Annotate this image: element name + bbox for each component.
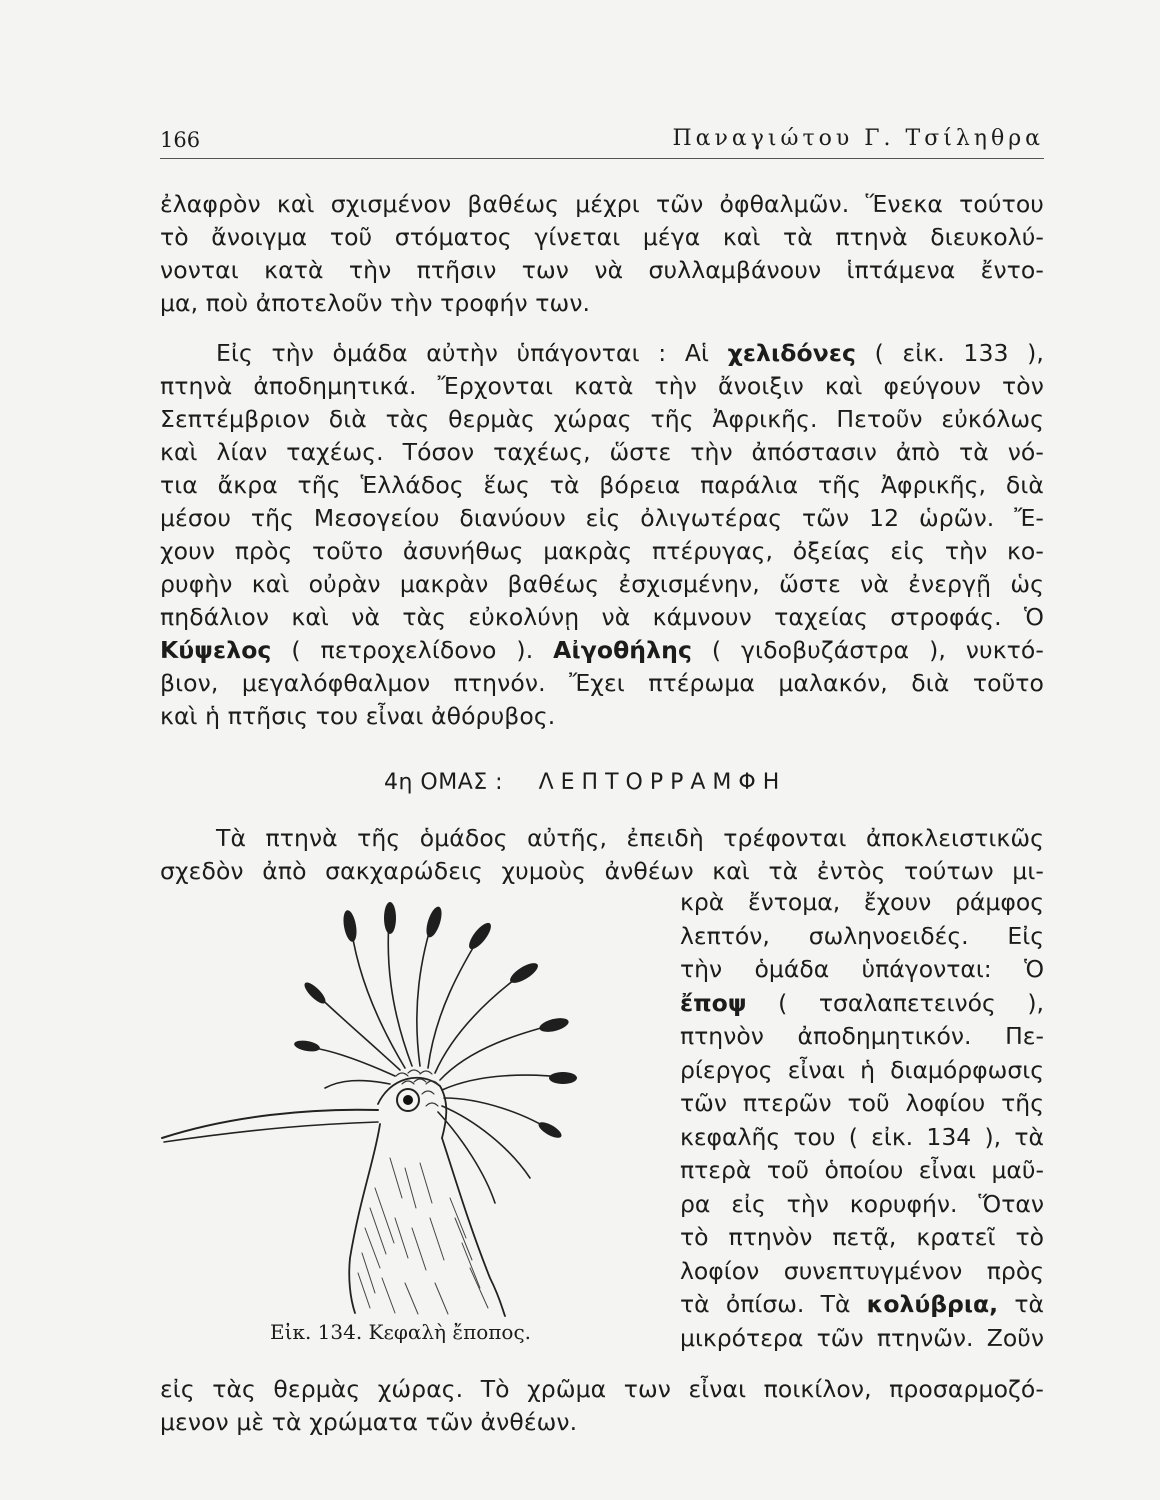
text-line	[680, 987, 1044, 1021]
text-line: πηδάλιον καὶ νὰ τὰς εὐκολύνῃ νὰ κάμνουν ταχείας στροφάς. Ὁ	[160, 603, 1044, 631]
header-rule	[160, 158, 1044, 159]
page-number: 166	[160, 128, 201, 152]
text-run: ( πετροχελίδονο ).	[291, 636, 534, 664]
text-line: πτηνὰ ἀποδημητικά. Ἔρχονται κατὰ τὴν ἄνοιξιν καὶ φεύγουν τὸν	[160, 372, 1044, 400]
figure-caption: Εἰκ. 134. Κεφαλὴ ἔποπος.	[270, 1320, 532, 1344]
text-line: τῶν πτερῶν τοῦ λοφίου τῆς	[680, 1089, 1044, 1117]
text-run: ( γιδοβυζάστρα ), νυκτό-	[711, 636, 1044, 664]
text-line: μα, ποὺ ἀποτελοῦν τὴν τροφήν των.	[160, 289, 591, 317]
text-line: καὶ ἡ πτῆσις του εἶναι ἀθόρυβος.	[160, 702, 556, 730]
text-line: ρυφὴν καὶ οὐρὰν μακρὰν βαθέως ἐσχισμένην, ὥστε νὰ ἐνεργῇ ὡς	[160, 570, 1044, 598]
text-line	[160, 337, 1044, 370]
text-line: πτερὰ τοῦ ὁποίου εἶναι μαῦ-	[680, 1156, 1044, 1184]
text-line: βιον, μεγαλόφθαλμον πτηνόν. Ἔχει πτέρωμα μαλακόν, διὰ τοῦτο	[160, 669, 1044, 697]
text-run: τὰ ὀπίσω. Τὰ	[680, 1290, 851, 1318]
text-line: καὶ λίαν ταχέως. Τόσον ταχέως, ὥστε τὴν ἀπόστασιν ἀπὸ τὰ νό-	[160, 438, 1044, 466]
term-swallows: χελιδόνες	[727, 339, 857, 367]
text-line: πτηνὸν ἀποδημητικόν. Πε-	[680, 1022, 1044, 1050]
text-line: ρίεργος εἶναι ἡ διαμόρφωσις	[680, 1055, 1044, 1084]
text-run: ( τσαλαπετεινός ),	[778, 988, 1044, 1017]
text-line	[160, 634, 1044, 667]
section-heading	[384, 770, 786, 795]
paragraph-3-intro	[160, 822, 1044, 888]
paragraph-3-end	[160, 1373, 1044, 1439]
section-title: ΛΕΠΤΟΡΡΑΜΦΗ	[538, 770, 787, 795]
paragraph-2	[160, 337, 1044, 733]
text-line: μενον μὲ τὰ χρώματα τῶν ἀνθέων.	[160, 1408, 578, 1436]
paragraph-3-column	[680, 886, 1044, 1355]
text-line: τὸ πτηνὸν πετᾷ, κρατεῖ τὸ	[680, 1223, 1044, 1251]
text-line: τὸ ἄνοιγμα τοῦ στόματος γίνεται μέγα καὶ τὰ πτηνὰ διευκολύ-	[160, 223, 1044, 251]
text-line: Τὰ πτηνὰ τῆς ὁμάδος αὐτῆς, ἐπειδὴ τρέφονται ἀποκλειστικῶς	[216, 824, 1044, 852]
text-line: νονται κατὰ τὴν πτῆσιν των νὰ συλλαμβάνουν ἱπτάμενα ἔντο-	[160, 256, 1044, 284]
text-line: χουν πρὸς τοῦτο ἀσυνήθως μακρὰς πτέρυγας, ὀξείας εἰς τὴν κο-	[160, 537, 1044, 565]
text-line: λοφίον συνεπτυγμένον πρὸς	[680, 1256, 1044, 1285]
text-line: ρα εἰς τὴν κορυφήν. Ὅταν	[680, 1189, 1044, 1218]
running-title: Παναγιώτου Γ. Τσίληθρα	[672, 126, 1044, 151]
section-label: 4η ΟΜΑΣ :	[384, 770, 504, 795]
figure-134	[150, 898, 650, 1318]
text-line: σχεδὸν ἀπὸ σακχαρώδεις χυμοὺς ἀνθέων καὶ τὰ ἐντὸς τούτων μι-	[160, 857, 1044, 885]
text-line: εἰς τὰς θερμὰς χώρας. Τὸ χρῶμα των εἶναι ποικίλον, προσαρμοζό-	[160, 1375, 1044, 1403]
term-hummingbirds: κολύβρια,	[866, 1290, 999, 1318]
text-line	[680, 1288, 1044, 1322]
text-line: μικρότερα τῶν πτηνῶν. Ζοῦν	[680, 1323, 1044, 1352]
text-line: τὴν ὁμάδα ὑπάγονται: Ὁ	[680, 955, 1044, 983]
term-hoopoe: ἔποψ	[680, 988, 747, 1017]
text-run: Εἰς τὴν ὁμάδα αὐτὴν ὑπάγονται : Αἱ	[216, 339, 710, 367]
term-nightjar: Αἰγοθήλης	[553, 636, 692, 664]
hoopoe-head-icon	[150, 898, 650, 1318]
term-swift: Κύψελος	[160, 636, 272, 664]
text-line: κεφαλῆς του ( εἰκ. 134 ), τὰ	[680, 1122, 1044, 1151]
text-run: ( εἰκ. 133 ),	[874, 339, 1044, 367]
text-line: τια ἄκρα τῆς Ἑλλάδος ἕως τὰ βόρεια παράλια τῆς Ἀφρικῆς, διὰ	[160, 471, 1044, 499]
text-line: κρὰ ἔντομα, ἔχουν ράμφος	[680, 888, 1044, 916]
text-line: μέσου τῆς Μεσογείου διανύουν εἰς ὀλιγωτέρας τῶν 12 ὡρῶν. Ἔ-	[160, 504, 1044, 532]
paragraph-1	[160, 188, 1044, 320]
text-run: τὰ	[1014, 1290, 1044, 1318]
text-line: Σεπτέμβριον διὰ τὰς θερμὰς χώρας τῆς Ἀφρικῆς. Πετοῦν εὐκόλως	[160, 405, 1044, 433]
text-line: ἐλαφρὸν καὶ σχισμένον βαθέως μέχρι τῶν ὀφθαλμῶν. Ἕνεκα τούτου	[160, 190, 1044, 218]
text-line: λεπτόν, σωληνοειδές. Εἰς	[680, 921, 1044, 950]
crest-feathers-icon	[300, 908, 570, 1203]
page-header	[160, 124, 1044, 158]
